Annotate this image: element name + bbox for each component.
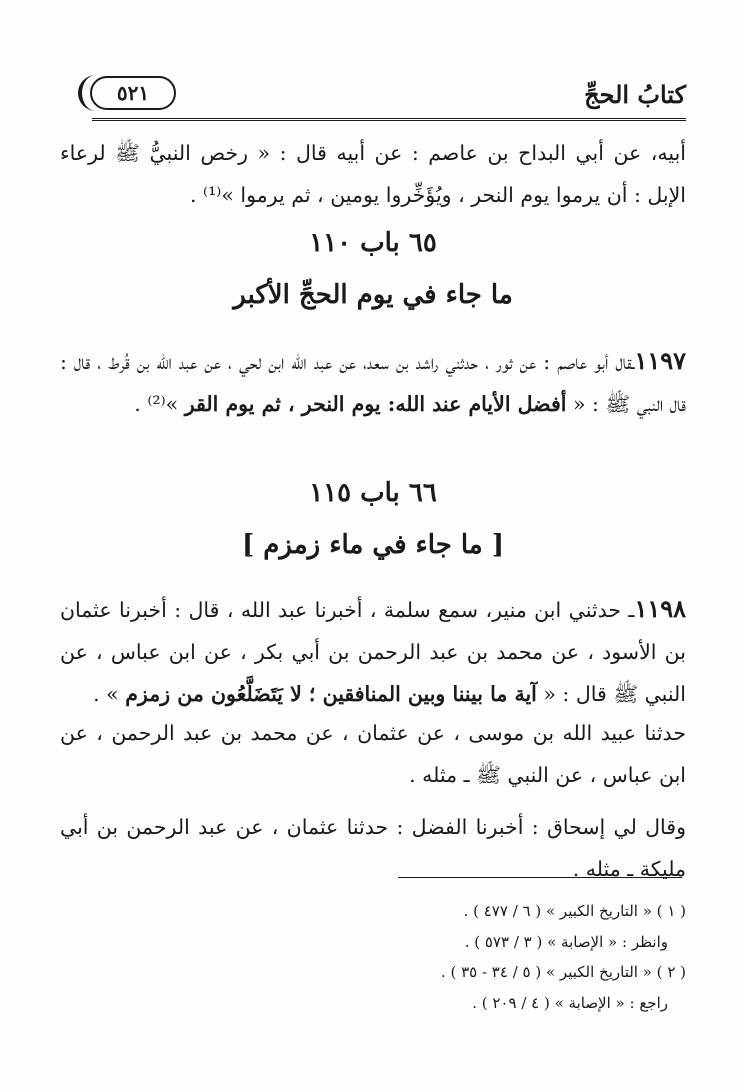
header-rule bbox=[92, 118, 686, 121]
paragraph-chain-3: وقال لي إسحاق : أخبرنا الفضل : حدثنا عثمان ، عن عبد الرحمن بن أبي مليكة ـ مثله . bbox=[60, 815, 686, 881]
page-number: ٥٢١ bbox=[116, 81, 150, 105]
hadith-end: » . bbox=[93, 682, 126, 706]
hadith-number: ١١٩٨ bbox=[634, 594, 686, 623]
hadith-1198 bbox=[60, 588, 686, 715]
book-title: كتابُ الحجِّ bbox=[584, 80, 686, 109]
page-number-frame bbox=[90, 76, 176, 110]
footnote-1: ( ١ ) « التاريخ الكبير » ( ٦ / ٤٧٧ ) . bbox=[463, 902, 686, 920]
hadith-1197 bbox=[60, 340, 686, 425]
footnotes bbox=[60, 896, 686, 1018]
paragraph-continuation: أبيه، عن أبي البداح بن عاصم : عن أبيه قال : « رخص النبيُّ ﷺ لرعاء الإبل : أن يرموا يوم النحر ، ويُؤَخِّروا يومين ، ثم يرموا »⁽¹⁾ . bbox=[60, 141, 686, 207]
chapter-65-number: ٦٥ باب ١١٠ bbox=[309, 228, 437, 258]
hadith-text: ـ حدثني ابن منير، سمع سلمة ، أخبرنا عبد الله ، قال : أخبرنا عثمان بن الأسود ، عن محمد بن عبد الرحمن بن أبي بكر ، عن ابن عباس ، عن النبي ﷺ قال : « bbox=[60, 598, 686, 706]
footnote-2-see-also: راجع : « الإصابة » ( ٤ / ٢٠٩ ) . bbox=[472, 993, 668, 1012]
hadith-matn: أفضل الأيام عند الله: يوم النحر ، ثم يوم القر bbox=[184, 392, 567, 416]
page-header bbox=[90, 70, 686, 116]
hadith-number: ١١٩٧ bbox=[634, 346, 686, 375]
footnote-1-see-also: وانظر : « الإصابة » ( ٣ / ٥٧٣ ) . bbox=[464, 932, 668, 951]
hadith-text: ـقال أبو عاصم : عن ثور ، حدثني راشد بن سعد، عن عبد الله ابن لحي ، عن عبد الله بن قُرط ، قال : قال النبي ﷺ : « bbox=[60, 350, 686, 416]
chapter-65-title: ما جاء في يوم الحجِّ الأكبر bbox=[233, 280, 513, 310]
chapter-66-title: [ ما جاء في ماء زمزم ] bbox=[241, 530, 505, 560]
hadith-end: »⁽²⁾ . bbox=[134, 392, 185, 416]
paragraph-chain-2: حدثنا عبيد الله بن موسى ، عن عثمان ، عن محمد بن عبد الرحمن ، عن ابن عباس ، عن النبي ﷺ ـ مثله . bbox=[60, 721, 686, 787]
footnote-2: ( ٢ ) « التاريخ الكبير » ( ٥ / ٣٤ - ٣٥ ) . bbox=[440, 963, 686, 981]
hadith-matn: آية ما بيننا وبين المنافقين ؛ لا يَتَضَلَّعُون من زمزم bbox=[125, 682, 537, 706]
chapter-66-number: ٦٦ باب ١١٥ bbox=[309, 478, 437, 508]
footnote-rule bbox=[398, 877, 682, 878]
